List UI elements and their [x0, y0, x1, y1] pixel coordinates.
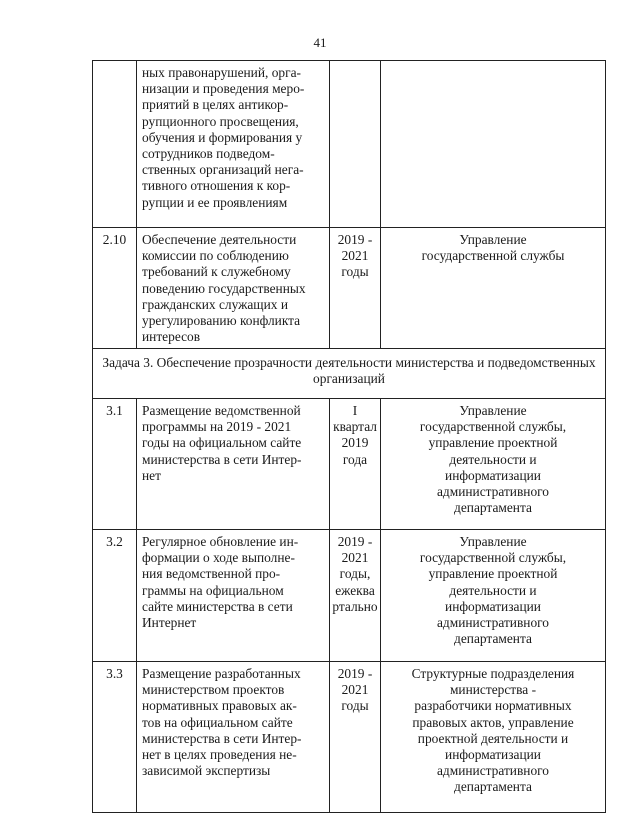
row-number: 2.10	[102, 232, 127, 247]
measure-term: 2019 - 2021 годы	[330, 228, 381, 349]
row-number	[93, 61, 136, 65]
measure-description: ных правонарушений, орга- низации и проведения меро- приятий в целях антикор- рупционного просвещения, обучения и формирования у сотрудников подведом- ственных организаций нега- тивного отношения к кор- рупции и ее проявлениям	[137, 61, 330, 228]
measure-executor: Структурные подразделения министерства - разработчики нормативных правовых актов, управление проектной деятельности и информатизации административного департамента	[381, 662, 606, 813]
measure-term: I квартал 2019 года	[330, 399, 381, 530]
measure-term: 2019 - 2021 годы, ежеква ртально	[330, 530, 381, 662]
section-header-row	[93, 349, 606, 399]
measure-executor	[381, 61, 606, 228]
measure-description: Обеспечение деятельности комиссии по соблюдению требований к служебному поведению государственных гражданских служащих и урегулированию конфликта интересов	[137, 228, 330, 349]
row-number-cell	[93, 530, 137, 662]
table-row	[93, 61, 606, 228]
measure-term: 2019 - 2021 годы	[330, 662, 381, 813]
measure-description: Регулярное обновление ин- формации о ходе выполне- ния ведомственной про- граммы на официальном сайте министерства в сети Интернет	[137, 530, 330, 662]
table-row	[93, 662, 606, 813]
measures-table	[92, 60, 606, 813]
row-number: 3.1	[106, 403, 123, 418]
measure-executor: Управление государственной службы, управление проектной деятельности и информатизации административного департамента	[381, 399, 606, 530]
row-number-cell	[93, 399, 137, 530]
measure-description: Размещение ведомственной программы на 2019 - 2021 годы на официальном сайте министерства в сети Интер- нет	[137, 399, 330, 530]
row-number-cell	[93, 662, 137, 813]
row-number-cell	[93, 228, 137, 349]
row-number: 3.2	[106, 534, 123, 549]
measure-description: Размещение разработанных министерством проектов нормативных правовых ак- тов на официальном сайте министерства в сети Интер- нет в целях проведения не- зависимой экспертизы	[137, 662, 330, 813]
measure-term	[330, 61, 381, 228]
table-row	[93, 228, 606, 349]
table-row	[93, 399, 606, 530]
section-title: Задача 3. Обеспечение прозрачности деятельности министерства и подведомственных организаций	[93, 349, 606, 399]
measure-executor: Управление государственной службы	[381, 228, 606, 349]
table-row	[93, 530, 606, 662]
page-number: 41	[313, 35, 327, 50]
measure-executor: Управление государственной службы, управление проектной деятельности и информатизации административного департамента	[381, 530, 606, 662]
row-number-cell	[93, 61, 137, 228]
row-number: 3.3	[106, 666, 123, 681]
